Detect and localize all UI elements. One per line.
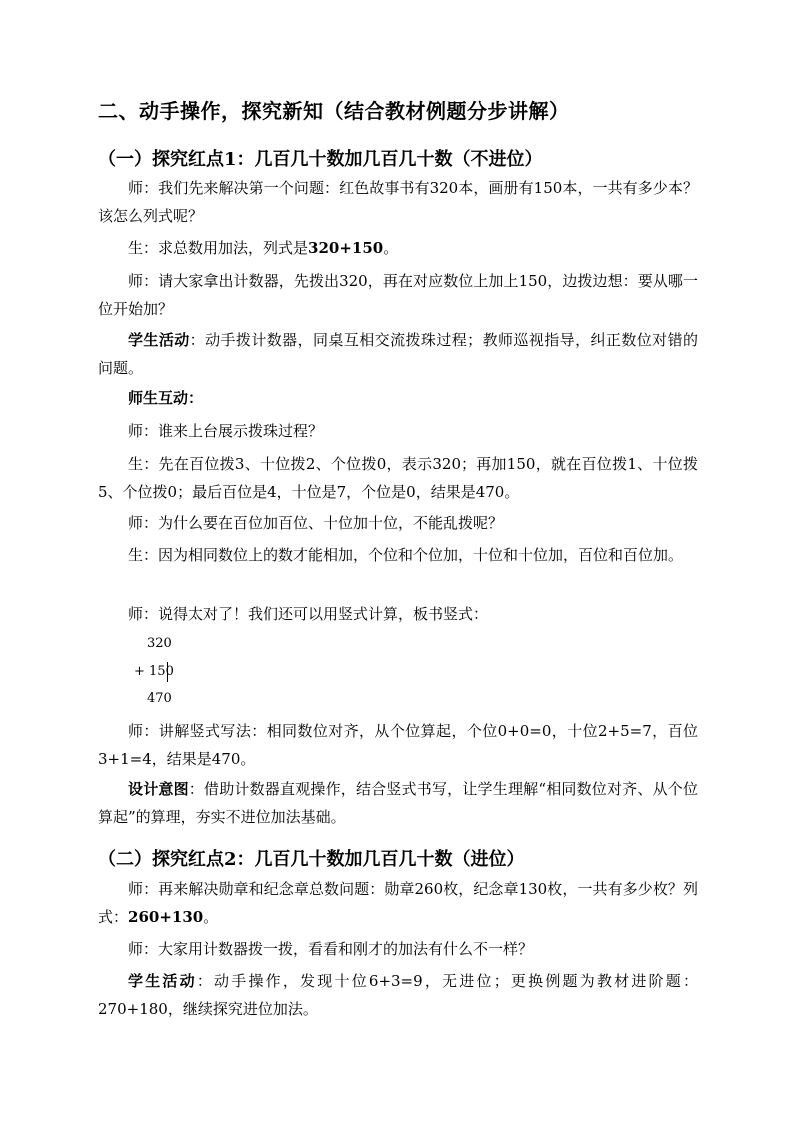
section1-heading: （一）探究红点1：几百几十数加几百几十数（不进位） [98,149,543,170]
section2-heading: （二）探究红点2：几百几十数加几百几十数（进位） [98,849,525,870]
paragraph-compare-question: 师：大家用计数器拨一拨，看看和刚才的加法有什么不一样？ [128,940,534,958]
medals-text: 师：再来解决勋章和纪念章总数问题：勋章260枚，纪念章130枚，一共有多少枚？列式： [98,880,698,926]
label-interaction: 师生互动： [128,389,204,407]
design-intent-text: ：借助计数器直观操作，结合竖式书写，让学生理解“相同数位对齐、从个位算起”的算理，夯实不进位加法基础。 [98,780,698,826]
punctuation: 。 [383,239,399,257]
vertical-calc-result: 470 [147,691,172,706]
paragraph-interaction-label [98,384,698,412]
vertical-calc-top: 320 [147,636,172,651]
paragraph-teacher-question: 师：我们先来解决第一个问题：红色故事书有320本，画册有150本，一共有多少本？该怎么列式呢？ [98,179,698,225]
paragraph-who-demonstrates: 师：谁来上台展示拨珠过程？ [128,422,324,440]
paragraph-why-question: 师：为什么要在百位加百位、十位加十位，不能乱拨呢？ [128,514,504,532]
student-activity-2-text: ：动手操作，发现十位6+3=9，无进位；更换例题为教材进阶题：270+180，继续探究进位加法。 [98,972,698,1018]
formula-260-130: 260+130 [128,908,204,926]
punctuation: 。 [203,908,219,926]
answer-text: 生：求总数用加法，列式是 [128,239,309,257]
label-design-intent: 设计意图 [128,780,189,798]
vertical-calc-addend: + 150 [134,664,174,679]
paragraph-student-answer [98,234,698,262]
main-heading: 二、动手操作，探究新知（结合教材例题分步讲解） [98,99,570,123]
paragraph-medals-question [98,875,698,931]
student-activity-text: ：动手拨计数器，同桌互相交流拨珠过程；教师巡视指导，纠正数位对错的问题。 [98,331,698,377]
paragraph-design-intent [98,775,698,831]
vertical-calc-line [167,662,168,682]
paragraph-student-activity-2 [98,967,698,1023]
paragraph-counter-instruction: 师：请大家拿出计数器，先拨出320，再在对应数位上加上150，边拨边想：要从哪一位开始加？ [98,272,698,318]
paragraph-same-digits: 生：因为相同数位上的数才能相加，个位和个位加，十位和十位加，百位和百位加。 [128,546,684,564]
paragraph-vertical-explain: 师：讲解竖式写法：相同数位对齐，从个位算起，个位0+0=0，十位2+5=7，百位3+1=4，结果是470。 [98,722,698,768]
label-student-activity-2: 学生活动 [128,972,197,990]
formula-320-150: 320+150 [308,239,384,257]
paragraph-student-activity [98,326,698,382]
paragraph-vertical-intro: 师：说得太对了！我们还可以用竖式计算，板书竖式： [128,605,489,623]
label-student-activity: 学生活动 [128,331,190,349]
paragraph-bead-process: 生：先在百位拨3、十位拨2、个位拨0，表示320；再加150，就在百位拨1、十位拨5、个位拨0；最后百位是4，十位是7，个位是0，结果是470。 [98,455,698,501]
